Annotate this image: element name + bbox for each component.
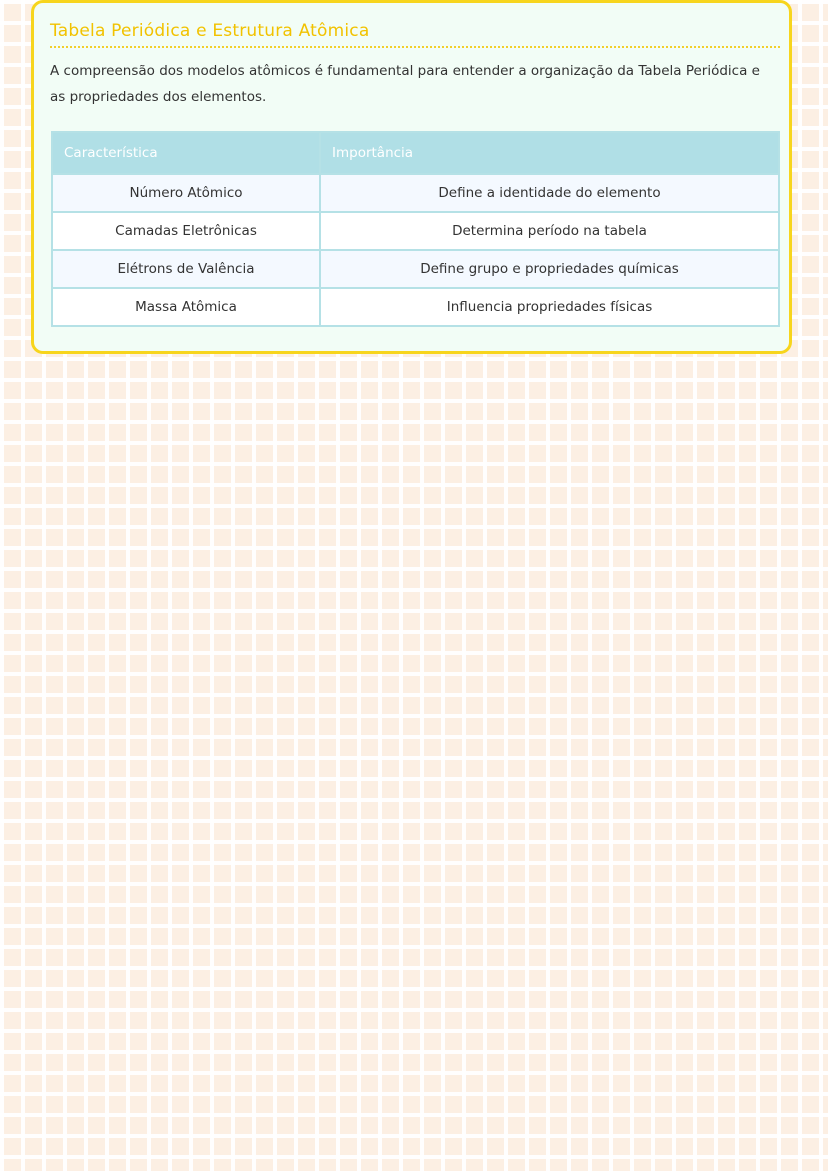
table-row	[52, 174, 779, 212]
header-importance: Importância	[320, 132, 779, 174]
cell-importance: Influencia propriedades físicas	[320, 288, 779, 326]
header-characteristic: Característica	[52, 132, 320, 174]
table-row	[52, 288, 779, 326]
intro-paragraph: A compreensão dos modelos atômicos é fundamental para entender a organização da Tabela Periódica e as propriedades dos elementos.	[50, 63, 760, 105]
cell-importance: Determina período na tabela	[320, 212, 779, 250]
cell-characteristic: Número Atômico	[52, 174, 320, 212]
cell-characteristic: Camadas Eletrônicas	[52, 212, 320, 250]
table-header-row	[52, 132, 779, 174]
cell-characteristic: Elétrons de Valência	[52, 250, 320, 288]
title-divider	[50, 46, 780, 48]
table-row	[52, 212, 779, 250]
cell-importance: Define grupo e propriedades químicas	[320, 250, 779, 288]
info-card	[31, 0, 792, 354]
characteristics-table	[51, 131, 780, 327]
table-row	[52, 250, 779, 288]
cell-characteristic: Massa Atômica	[52, 288, 320, 326]
cell-importance: Define a identidade do elemento	[320, 174, 779, 212]
section-title: Tabela Periódica e Estrutura Atômica	[50, 21, 370, 41]
